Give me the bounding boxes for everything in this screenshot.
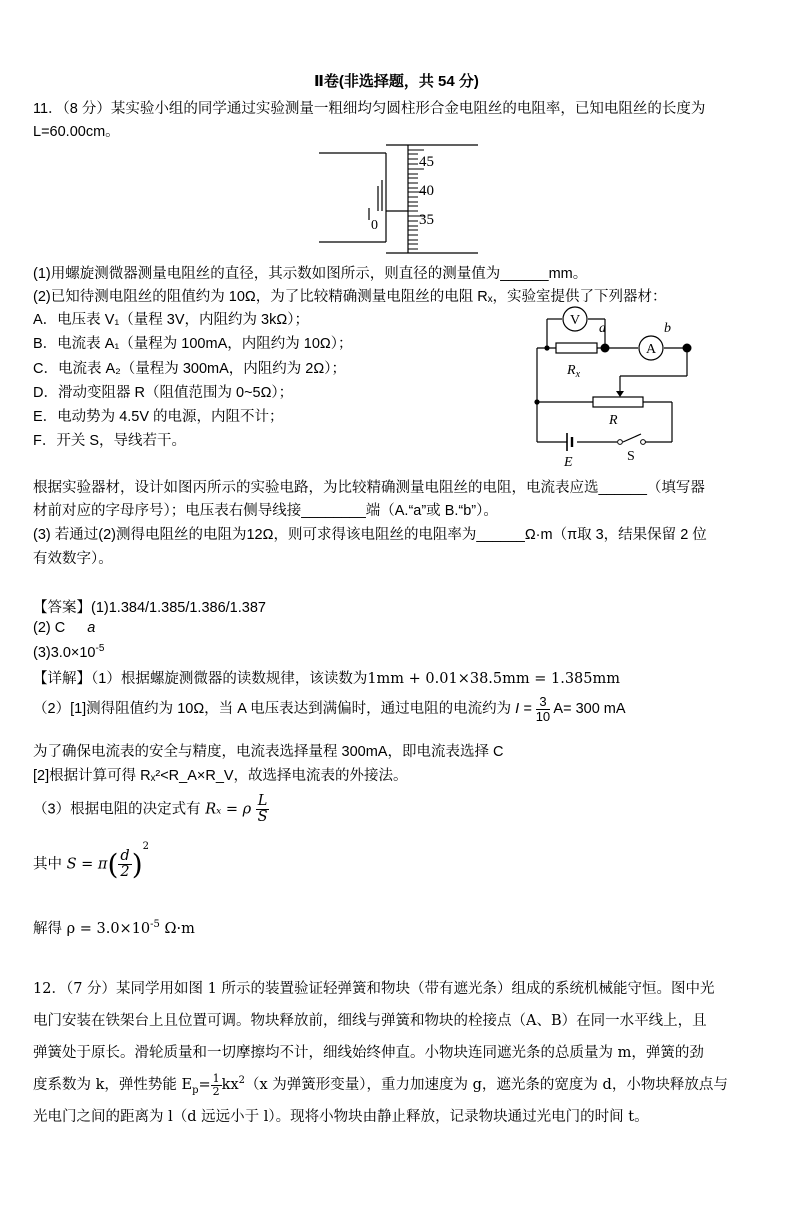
q11-stem-line2: L=60.00cm。 [33,124,120,140]
switch-label: S [627,449,635,464]
q11-part3-line2: 有效数字）。 [33,551,113,567]
current-fraction: $\frac{3}{10}$ [535,694,551,724]
detail-line7: 解得 $\rho = 3.0\times 10^{-5}$ Ω·m [33,919,195,937]
rx-label: $R_x$ [567,363,581,380]
section-title: Ⅱ卷(非选择题，共 54 分) [314,73,479,90]
battery-label: E [564,455,573,470]
point-b-label: b [664,321,671,336]
option-c: C．电流表 A₂（量程为 300mA，内阻约为 2Ω）； [33,361,346,377]
q11-part1: (1)用螺旋测微器测量电阻丝的直径，其示数如图所示，则直径的测量值为______mm。 [33,266,588,282]
q11-part2: (2)已知待测电阻丝的阻值约为 10Ω，为了比较精确测量电阻丝的电阻 Rₓ，实验室提供了下列器材： [33,289,667,305]
micrometer-zero-label: 0 [371,218,378,233]
area-fraction: $\frac{d}{2}$ [120,847,130,880]
option-f: F．开关 S，导线若干。 [33,433,187,449]
resistance-fraction: $\frac{L}{S}$ [257,793,268,826]
reading-formula: 1mm + 0.01×38.5mm = 1.385mm [367,671,621,687]
detail-line2: （2）[1]测得阻值约为 10Ω，当 A 电压表达到满偏时，通过电阻的电流约为 I = $\frac{3}{10}$ A= 300 mA [33,694,626,724]
ammeter-label: A [646,342,657,357]
q11-part3-line1: (3) 若通过(2)测得电阻丝的电阻为12Ω，则可求得该电阻丝的电阻率为______Ω·m（π取 3，结果保留 2 位 [33,527,707,543]
rheostat-label: R [609,413,618,428]
detail-line5: （3）根据电阻的决定式有 Rₓ = ρ $\frac{L}{S}$ [33,793,268,826]
q12-line1: 12．（7 分）某同学用如图 1 所示的装置验证轻弹簧和物块（带有遮光条）组成的系统机械能守恒。图中光 [33,981,715,997]
voltmeter-label: V [570,313,581,328]
answer-line3: $(3)3.0\times 10^{-5}$ [33,643,105,661]
micrometer-figure [316,140,478,258]
detail-line1: 【详解】（1）根据螺旋测微器的读数规律，该读数为1mm + 0.01×38.5mm = 1.385mm [33,671,621,687]
spring-energy-fraction: $\frac{1}{2}$ [212,1072,220,1098]
circuit-diagram [525,306,705,470]
option-e: E．电动势为 4.5V 的电源，内阻不计； [33,409,284,425]
q11-part2b-line1: 根据实验器材，设计如图丙所示的实验电路，为比较精确测量电阻丝的电阻，电流表应选______（填写器 [33,480,705,496]
q11-part2b-line2: 材前对应的字母序号）；电压表右侧导线接________端（A.“a”或 B.“b”）。 [33,503,498,519]
detail-label: 【详解】 [33,671,91,687]
micrometer-label-35: 35 [419,212,434,228]
option-b: B．电流表 A₁（量程为 100mA，内阻约为 10Ω）； [33,336,353,352]
option-d: D．滑动变阻器 R（阻值范围为 0~5Ω）； [33,385,294,401]
answer-line2: (2) C a [33,620,96,636]
q11-stem-line1: 11．（8 分）某实验小组的同学通过实验测量一粗细均匀圆柱形合金电阻丝的电阻率，已知电阻丝的长度为 [33,101,706,117]
q12-line5: 光电门之间的距离为 l（d 远远小于 l）。现将小物块由静止释放，记录物块通过光电门的时间 t。 [33,1109,649,1125]
answer-label: 【答案】 [33,600,91,616]
option-a: A．电压表 V₁（量程 3V，内阻约为 3kΩ）； [33,312,309,328]
q12-line4: 度系数为 k，弹性势能 $E_p=$ $\frac{1}{2}$ $kx^2(x$ 为弹簧形变量），重力加速度为 g，遮光条的宽度为 d，小物块释放点与 [33,1072,728,1098]
detail-line6: 其中 S = π( $\frac{d}{2}$ )$^2$ [33,840,149,881]
micrometer-label-45: 45 [419,154,434,170]
q12-line2: 电门安装在铁架台上且位置可调。物块释放前，细线与弹簧和物块的栓接点（A、B）在同一水平线上，且 [33,1013,707,1029]
detail-line3: 为了确保电流表的安全与精度，电流表选择量程 300mA，即电流表选择 C [33,744,504,760]
point-a-label: a [599,321,606,336]
detail-line4: [2]根据计算可得 Rₓ²<R_A×R_V，故选择电流表的外接法。 [33,768,408,784]
micrometer-label-40: 40 [419,183,434,199]
q12-line3: 弹簧处于原长。滑轮质量和一切摩擦均不计，细线始终伸直。小物块连同遮光条的总质量为 m，弹簧的劲 [33,1045,704,1061]
answer-line1: 【答案】(1)1.384/1.385/1.386/1.387 [33,600,266,616]
